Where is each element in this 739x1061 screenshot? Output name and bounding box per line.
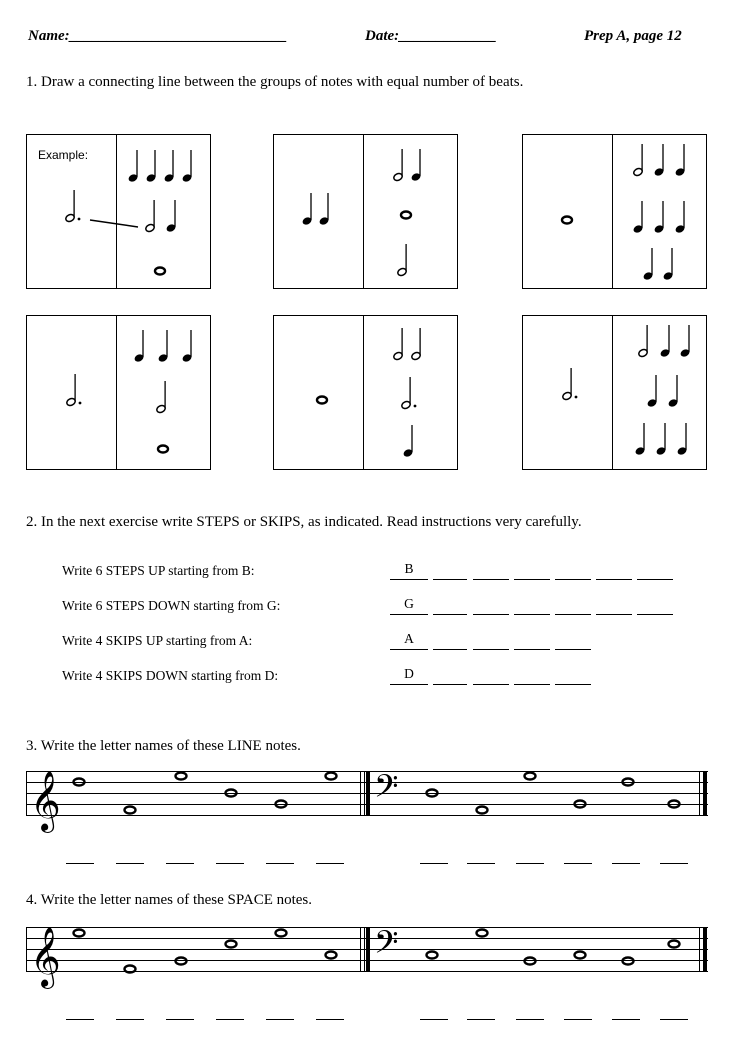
answer-blank[interactable]	[433, 633, 467, 650]
answer-blank[interactable]	[516, 1018, 544, 1020]
treble-clef-icon: 𝄞	[30, 771, 61, 831]
answer-blank[interactable]	[555, 668, 591, 685]
answer-blank[interactable]	[216, 1018, 244, 1020]
answer-blank[interactable]	[612, 862, 640, 864]
step-row-label: Write 4 SKIPS DOWN starting from D:	[62, 668, 279, 683]
answer-blank[interactable]	[316, 1018, 344, 1020]
answer-blank[interactable]	[473, 668, 509, 685]
treble-clef-icon: 𝄞	[30, 927, 61, 987]
answer-blank[interactable]	[433, 598, 467, 615]
answer-blank[interactable]	[514, 598, 550, 615]
answer-blank[interactable]	[612, 1018, 640, 1020]
answer-blank[interactable]	[637, 598, 673, 615]
answer-blank[interactable]	[660, 862, 688, 864]
answer-blank[interactable]	[266, 1018, 294, 1020]
answer-blank[interactable]	[473, 598, 509, 615]
example-label: Example:	[38, 148, 89, 162]
step-row-label: Write 6 STEPS UP starting from B:	[62, 563, 255, 578]
answer-blank[interactable]	[660, 1018, 688, 1020]
answer-blank[interactable]	[564, 1018, 592, 1020]
answer-blank[interactable]	[166, 1018, 194, 1020]
answer-blank[interactable]	[433, 668, 467, 685]
answer-blank[interactable]	[66, 862, 94, 864]
answer-blank[interactable]	[116, 862, 144, 864]
answer-blank[interactable]	[467, 862, 495, 864]
answer-blank[interactable]	[473, 563, 509, 580]
q2-instruction: 2. In the next exercise write STEPS or SKIPS, as indicated. Read instructions very carefully.	[26, 514, 582, 530]
answer-blank[interactable]	[420, 1018, 448, 1020]
answer-blank[interactable]	[66, 1018, 94, 1020]
answer-blank[interactable]	[637, 563, 673, 580]
answer-blank[interactable]	[564, 862, 592, 864]
step-row-label: Write 4 SKIPS UP starting from A:	[62, 633, 253, 648]
start-note: A	[404, 631, 414, 646]
bass-clef-icon: 𝄢	[374, 924, 399, 968]
start-note: G	[404, 596, 414, 611]
answer-blank[interactable]	[555, 633, 591, 650]
start-note: D	[404, 666, 414, 681]
answer-blank[interactable]	[596, 563, 632, 580]
answer-blank[interactable]	[555, 598, 591, 615]
page-label: Prep A, page 12	[584, 28, 682, 44]
answer-blank[interactable]	[555, 563, 591, 580]
answer-blank[interactable]	[216, 862, 244, 864]
answer-blank[interactable]	[596, 598, 632, 615]
q3-instruction: 3. Write the letter names of these LINE notes.	[26, 738, 301, 754]
step-row-label: Write 6 STEPS DOWN starting from G:	[62, 598, 281, 613]
answer-blank[interactable]	[516, 862, 544, 864]
answer-blank[interactable]	[316, 862, 344, 864]
answer-blank[interactable]	[433, 563, 467, 580]
q4-instruction: 4. Write the letter names of these SPACE notes.	[26, 892, 313, 908]
line-notes-staff	[0, 760, 739, 840]
answer-blank[interactable]	[514, 633, 550, 650]
date-field[interactable]: Date:_____________	[365, 28, 497, 44]
q1-instruction: 1. Draw a connecting line between the groups of notes with equal number of beats.	[26, 74, 524, 90]
bass-clef-icon: 𝄢	[374, 768, 399, 812]
answer-blank[interactable]	[514, 668, 550, 685]
answer-blank[interactable]	[473, 633, 509, 650]
name-field[interactable]: Name:_____________________________	[28, 28, 288, 44]
answer-blank[interactable]	[266, 862, 294, 864]
space-notes-staff	[0, 915, 739, 995]
answer-blank[interactable]	[514, 563, 550, 580]
q1-note-boxes	[0, 0, 739, 480]
answer-blank[interactable]	[116, 1018, 144, 1020]
answer-blank[interactable]	[467, 1018, 495, 1020]
answer-blank[interactable]	[166, 862, 194, 864]
start-note: B	[404, 561, 414, 576]
answer-blank[interactable]	[420, 862, 448, 864]
